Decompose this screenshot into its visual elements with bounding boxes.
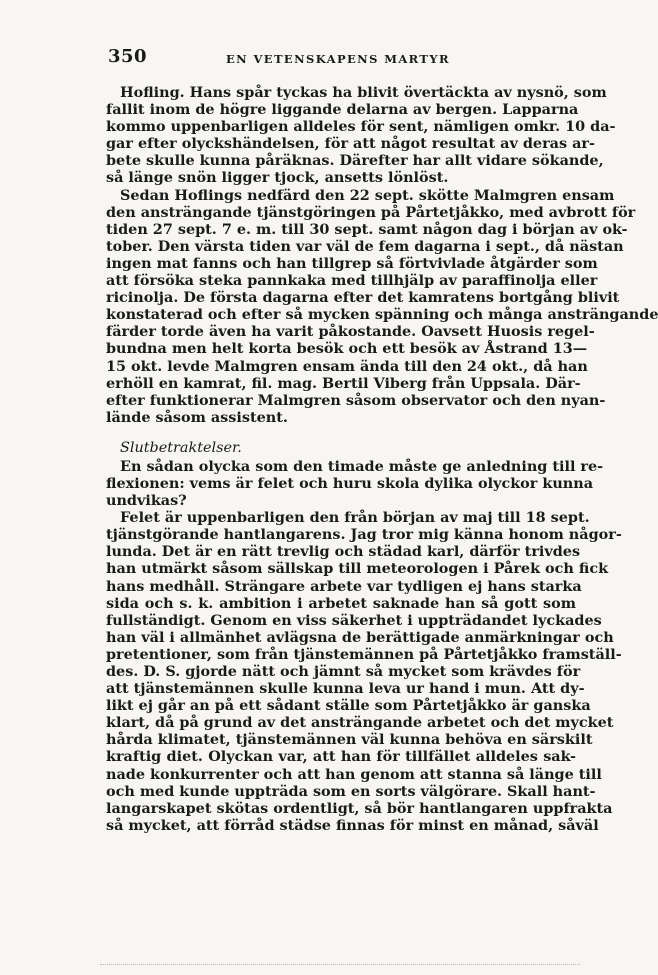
section-gap (106, 426, 576, 438)
text-line: så mycket, att förråd städse finnas för minst en månad, såväl (106, 816, 599, 834)
text-line: fullständigt. Genom en viss säkerhet i uppträdandet lyckades (106, 611, 602, 629)
text-line: undvikas? (106, 492, 187, 510)
text-line: konstaterad och efter så mycken spänning och många ansträngande (106, 306, 658, 324)
text-line: tiden 27 sept. 7 e. m. till 30 sept. samt någon dag i början av ok- (106, 220, 628, 238)
text-line: Hofling. Hans spår tyckas ha blivit övertäckta av nysnö, som (120, 84, 607, 101)
section-heading: Slutbetraktelser. (120, 439, 242, 456)
running-head: EN VETENSKAPENS MARTYR (226, 52, 450, 66)
text-line: likt ej går an på ett sådant ställe som Pårtetjåkko är ganska (106, 697, 591, 715)
text-line: nade konkurrenter och att han genom att stanna så länge till (106, 765, 602, 783)
text-line: kraftig diet. Olyckan var, att han för tillfället alldeles sak- (106, 748, 576, 766)
page-body (106, 84, 658, 834)
text-line: ingen mat fanns och han tillgrep så förtvivlade åtgärder som (106, 254, 598, 272)
text-line: 15 okt. levde Malmgren ensam ända till den 24 okt., då han (106, 357, 588, 375)
text-line: pretentioner, som från tjänstemännen på Pårtetjåkko framställ- (106, 645, 622, 663)
text-line: lände såsom assistent. (106, 408, 288, 426)
text-line: hårda klimatet, tjänstemännen väl kunna behöva en särskilt (106, 731, 593, 749)
text-line: des. D. S. gjorde nätt och jämnt så mycket som krävdes för (106, 663, 581, 680)
text-line: kommo uppenbarligen alldeles för sent, nämligen omkr. 10 da- (106, 118, 616, 136)
text-line: Felet är uppenbarligen den från början av maj till 18 sept. (120, 509, 590, 527)
text-line: sida och s. k. ambition i arbetet saknade han så gott som (106, 594, 576, 612)
text-line: tober. Den värsta tiden var väl de fem dagarna i sept., då nästan (106, 237, 624, 255)
text-line: ricinolja. De första dagarna efter det kamratens bortgång blivit (106, 289, 620, 307)
text-line: färder torde även ha varit påkostande. Oavsett Huosis regel- (106, 323, 595, 341)
text-line: efter funktionerar Malmgren såsom observator och den nyan- (106, 391, 606, 409)
text-line: flexionen: vems är felet och huru skola dylika olyckor kunna (106, 474, 594, 492)
text-line: En sådan olycka som den timade måste ge anledning till re- (120, 457, 604, 475)
text-line: bete skulle kunna påräknas. Därefter har allt vidare sökande, (106, 152, 604, 170)
text-line: så länge snön ligger tjock, ansetts lönlöst. (106, 169, 449, 187)
text-line: fallit inom de högre liggande delarna av bergen. Lapparna (106, 101, 579, 119)
text-line: tjänstgörande hantlangarens. Jag tror mig känna honom någor- (106, 526, 622, 544)
text-line: bundna men helt korta besök och ett besök av Åstrand 13— (106, 340, 588, 358)
text-line: hans medhåll. Strängare arbete var tydligen ej hans starka (106, 577, 582, 595)
text-line: att försöka steka pannkaka med tillhjälp av paraffinolja eller (106, 272, 598, 290)
text-line: Sedan Hoflings nedfärd den 22 sept. skötte Malmgren ensam (120, 186, 615, 204)
text-line: langarskapet skötas ordentligt, så bör hantlangaren uppfrakta (106, 799, 613, 817)
page-number: 350 (108, 46, 148, 67)
text-line: erhöll en kamrat, fil. mag. Bertil Viberg från Uppsala. Där- (106, 374, 581, 392)
text-line: klart, då på grund av det ansträngande arbetet och det mycket (106, 714, 614, 732)
page-header (108, 46, 574, 70)
bottom-page-edge (100, 964, 580, 969)
text-line: och med kunde uppträda som en sorts välgörare. Skall hant- (106, 782, 596, 800)
text-line: lunda. Det är en rätt trevlig och städad karl, därför trivdes (106, 543, 581, 561)
text-line: att tjänstemännen skulle kunna leva ur hand i mun. Att dy- (106, 680, 585, 698)
text-line: den ansträngande tjänstgöringen på Pårtetjåkko, med avbrott för (106, 203, 636, 221)
text-line: gar efter olyckshändelsen, för att något resultat av deras ar- (106, 135, 595, 153)
text-line: han väl i allmänhet avlägsna de berättigade anmärkningar och (106, 628, 614, 646)
text-line: han utmärkt såsom sällskap till meteorologen i Pårek och fick (106, 560, 609, 578)
